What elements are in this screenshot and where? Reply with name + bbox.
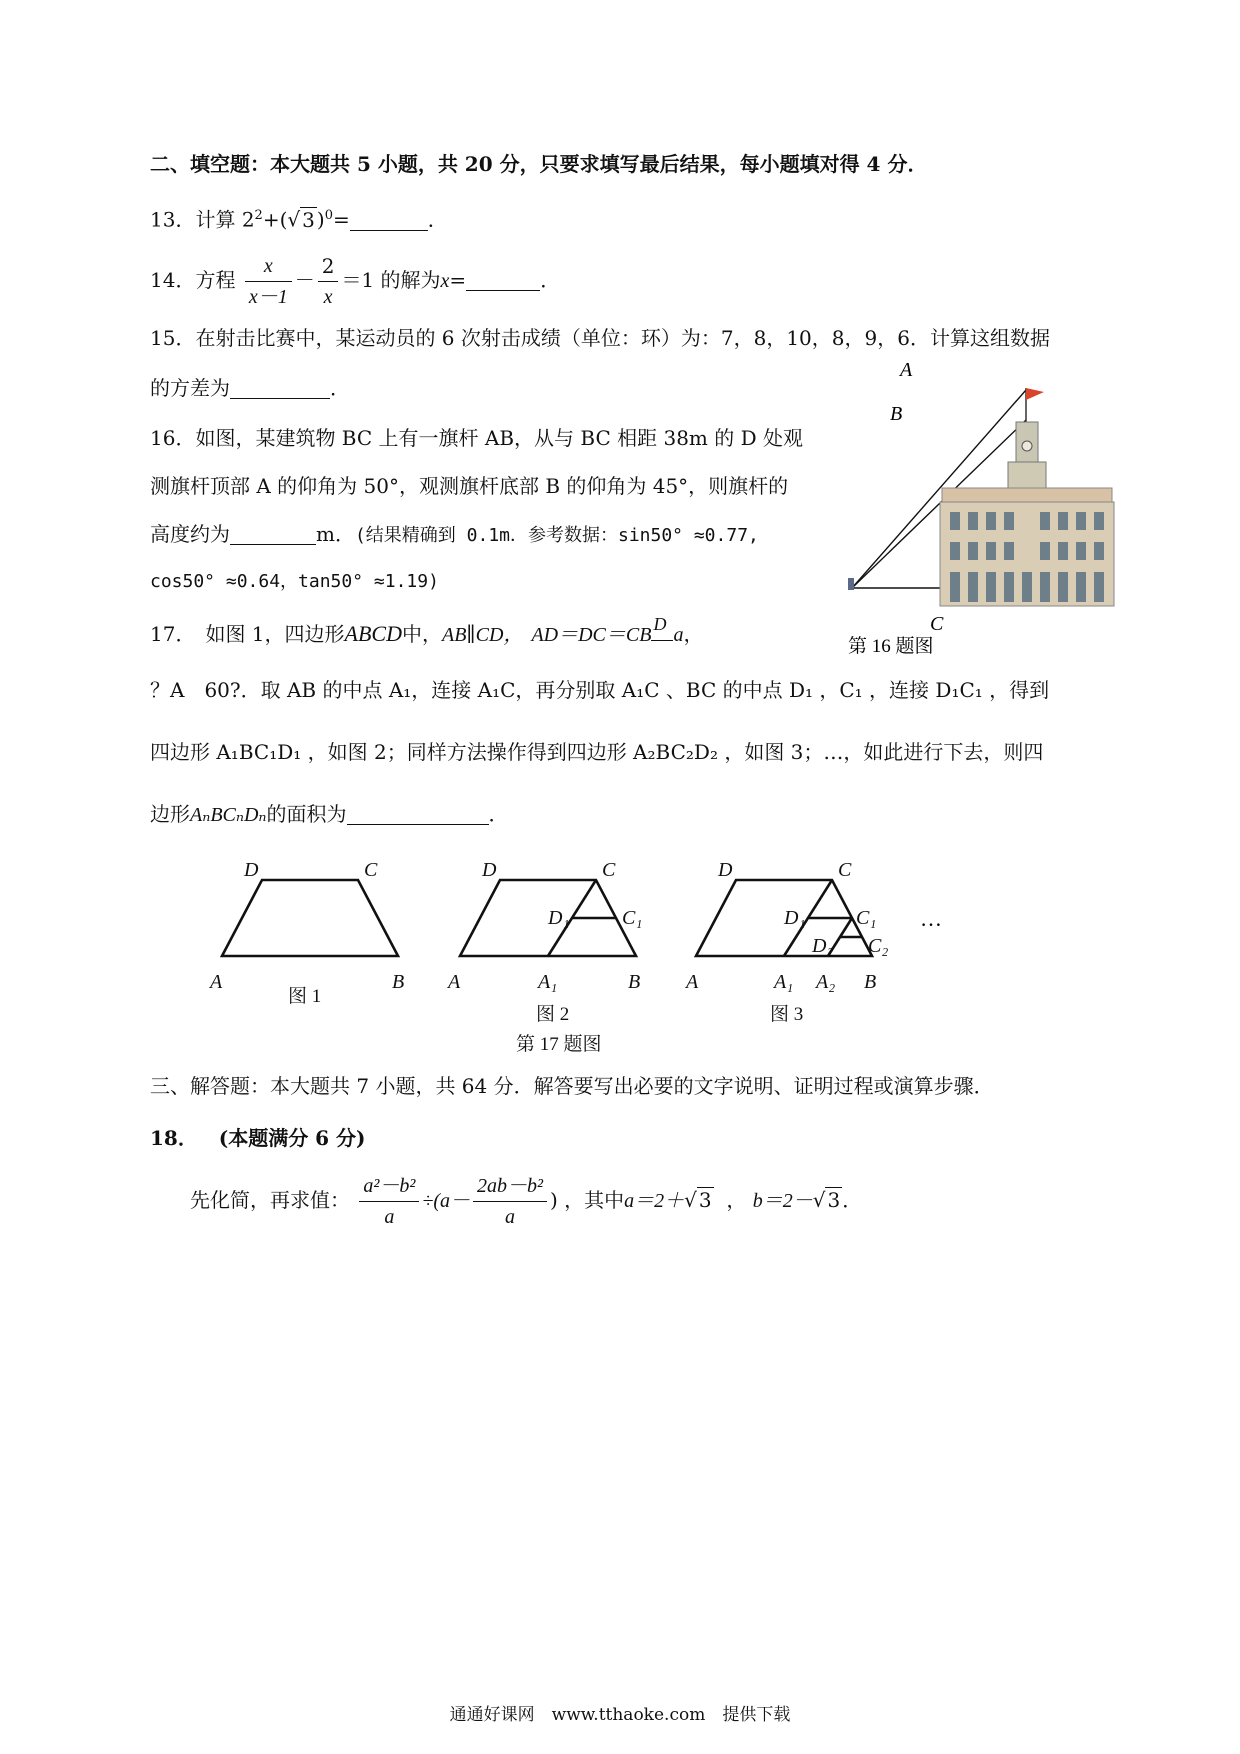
question-16-line-2: 测旗杆顶部 A 的仰角为 50°，观测旗杆底部 B 的仰角为 45°，则旗杆的 [150, 474, 789, 498]
svg-text:A₁: A₁ [538, 971, 558, 993]
svg-text:A: A [448, 971, 461, 993]
building-icon [940, 422, 1114, 606]
svg-text:B: B [628, 971, 641, 993]
question-17-line-4: 边形AₙBCₙDₙ的面积为 ． [150, 802, 509, 826]
fraction-x-over-x-minus-1: $\frac{x}{x-1}$ [245, 251, 292, 312]
svg-text:C: C [838, 860, 852, 881]
answer-blank-14[interactable] [466, 270, 540, 291]
answer-blank-13[interactable] [350, 210, 428, 231]
question-14: 14．方程 $\frac{x}{x-1}$ － $\frac{2}{x}$ ＝1 的解为x= ． [150, 250, 560, 312]
svg-text:B: B [864, 971, 877, 993]
fig16-label-a: A [900, 360, 913, 381]
section-2-heading: 二、填空题：本大题共 5 小题，共 20 分，只要求填写最后结果，每小题填对得 4 分． [150, 152, 928, 176]
svg-text:A: A [210, 971, 223, 993]
svg-text:A₂: A₂ [816, 971, 836, 993]
svg-text:C: C [364, 860, 378, 881]
svg-text:D₁: D₁ [784, 907, 806, 929]
svg-text:D: D [718, 860, 733, 881]
fig16-label-b: B [890, 403, 903, 425]
svg-text:C: C [602, 860, 616, 881]
section-3-heading: 三、解答题：本大题共 7 小题，共 64 分．解答要写出必要的文字说明、证明过程或演算步骤． [150, 1074, 994, 1098]
fig1-trapezoid [222, 880, 398, 956]
svg-text:A₁: A₁ [774, 971, 794, 993]
svg-text:D: D [482, 860, 497, 881]
fraction-2ab-minus-b2-over-a: $\frac{\text{2ab－b²}}{a}$ [473, 1171, 547, 1232]
fig3-caption: 图 3 [770, 1004, 804, 1025]
flag-icon [1026, 388, 1044, 400]
question-17-line-3: 四边形 A₁BC₁D₁ ，如图 2；同样方法操作得到四边形 A₂BC₂D₂ ，如图 3；…，如此进行下去，则四 [150, 740, 1044, 764]
svg-text:D: D [244, 860, 259, 881]
question-18-heading: 18． (本题满分 6 分) [150, 1126, 366, 1150]
svg-text:B: B [392, 971, 405, 993]
observer-marker [848, 578, 854, 590]
svg-text:D₂: D₂ [812, 935, 834, 957]
fig17-ellipsis: … [920, 906, 942, 931]
answer-blank-15[interactable] [230, 378, 330, 399]
answer-blank-16[interactable] [230, 524, 316, 545]
fig16-label-c: C [930, 613, 944, 635]
fig17-group-caption: 第 17 题图 [516, 1034, 602, 1055]
question-17-line-2: ？A 60?．取 AB 的中点 A₁，连接 A₁C，再分别取 A₁C 、BC 的中点 D₁ ，C₁ ，连接 D₁C₁ ，得到 [150, 678, 1050, 702]
question-15-line-1: 15．在射击比赛中，某运动员的 6 次射击成绩（单位：环）为：7，8，10，8，9，6．计算这组数据 [150, 326, 1050, 350]
svg-text:A: A [686, 971, 699, 993]
fraction-2-over-x: $\frac{2}{x}$ [318, 251, 339, 312]
svg-text:D₁: D₁ [548, 907, 570, 929]
fig2-caption: 图 2 [536, 1004, 570, 1025]
question-16-line-4: cos50° ≈0.64，tan50° ≈1.19) [150, 571, 439, 592]
question-17-line-1: 17． 如图 1，四边形ABCD中，AB∥CD， AD＝DC＝CB D a， [150, 614, 704, 646]
svg-text:C₂: C₂ [868, 935, 889, 957]
page-footer: 通通好课网 www.tthaoke.com 提供下载 [449, 1705, 791, 1725]
question-16-line-1: 16．如图，某建筑物 BC 上有一旗杆 AB，从与 BC 相距 38m 的 D 处观 [150, 426, 803, 450]
figure-17 [200, 860, 980, 1060]
svg-text:C₁: C₁ [856, 907, 877, 929]
fraction-a2-minus-b2-over-a: $\frac{\text{a²－b²}}{a}$ [359, 1171, 419, 1232]
figure-16 [840, 360, 1120, 660]
fig16-caption: 第 16 题图 [848, 636, 934, 657]
fig1-caption: 图 1 [288, 986, 322, 1007]
question-18-body: 先化简，再求值： $\frac{\text{a²－b²}}{a}$ ÷(a－ $\frac{\text{2ab－b²}}{a}$ ) ，其中a＝2＋√ 3 ， b＝2－√ 3 ． [190, 1170, 862, 1232]
question-13: 13．计算 $2^2+(√$ 3 )$^0$= ． [150, 207, 448, 232]
svg-text:C₁: C₁ [622, 907, 643, 929]
question-16-line-3: 高度约为 m．(结果精确到 0.1m．参考数据：sin50° ≈0.77, [150, 522, 759, 546]
question-15-line-2: 的方差为 ． [150, 376, 350, 400]
answer-blank-17[interactable] [347, 804, 489, 825]
